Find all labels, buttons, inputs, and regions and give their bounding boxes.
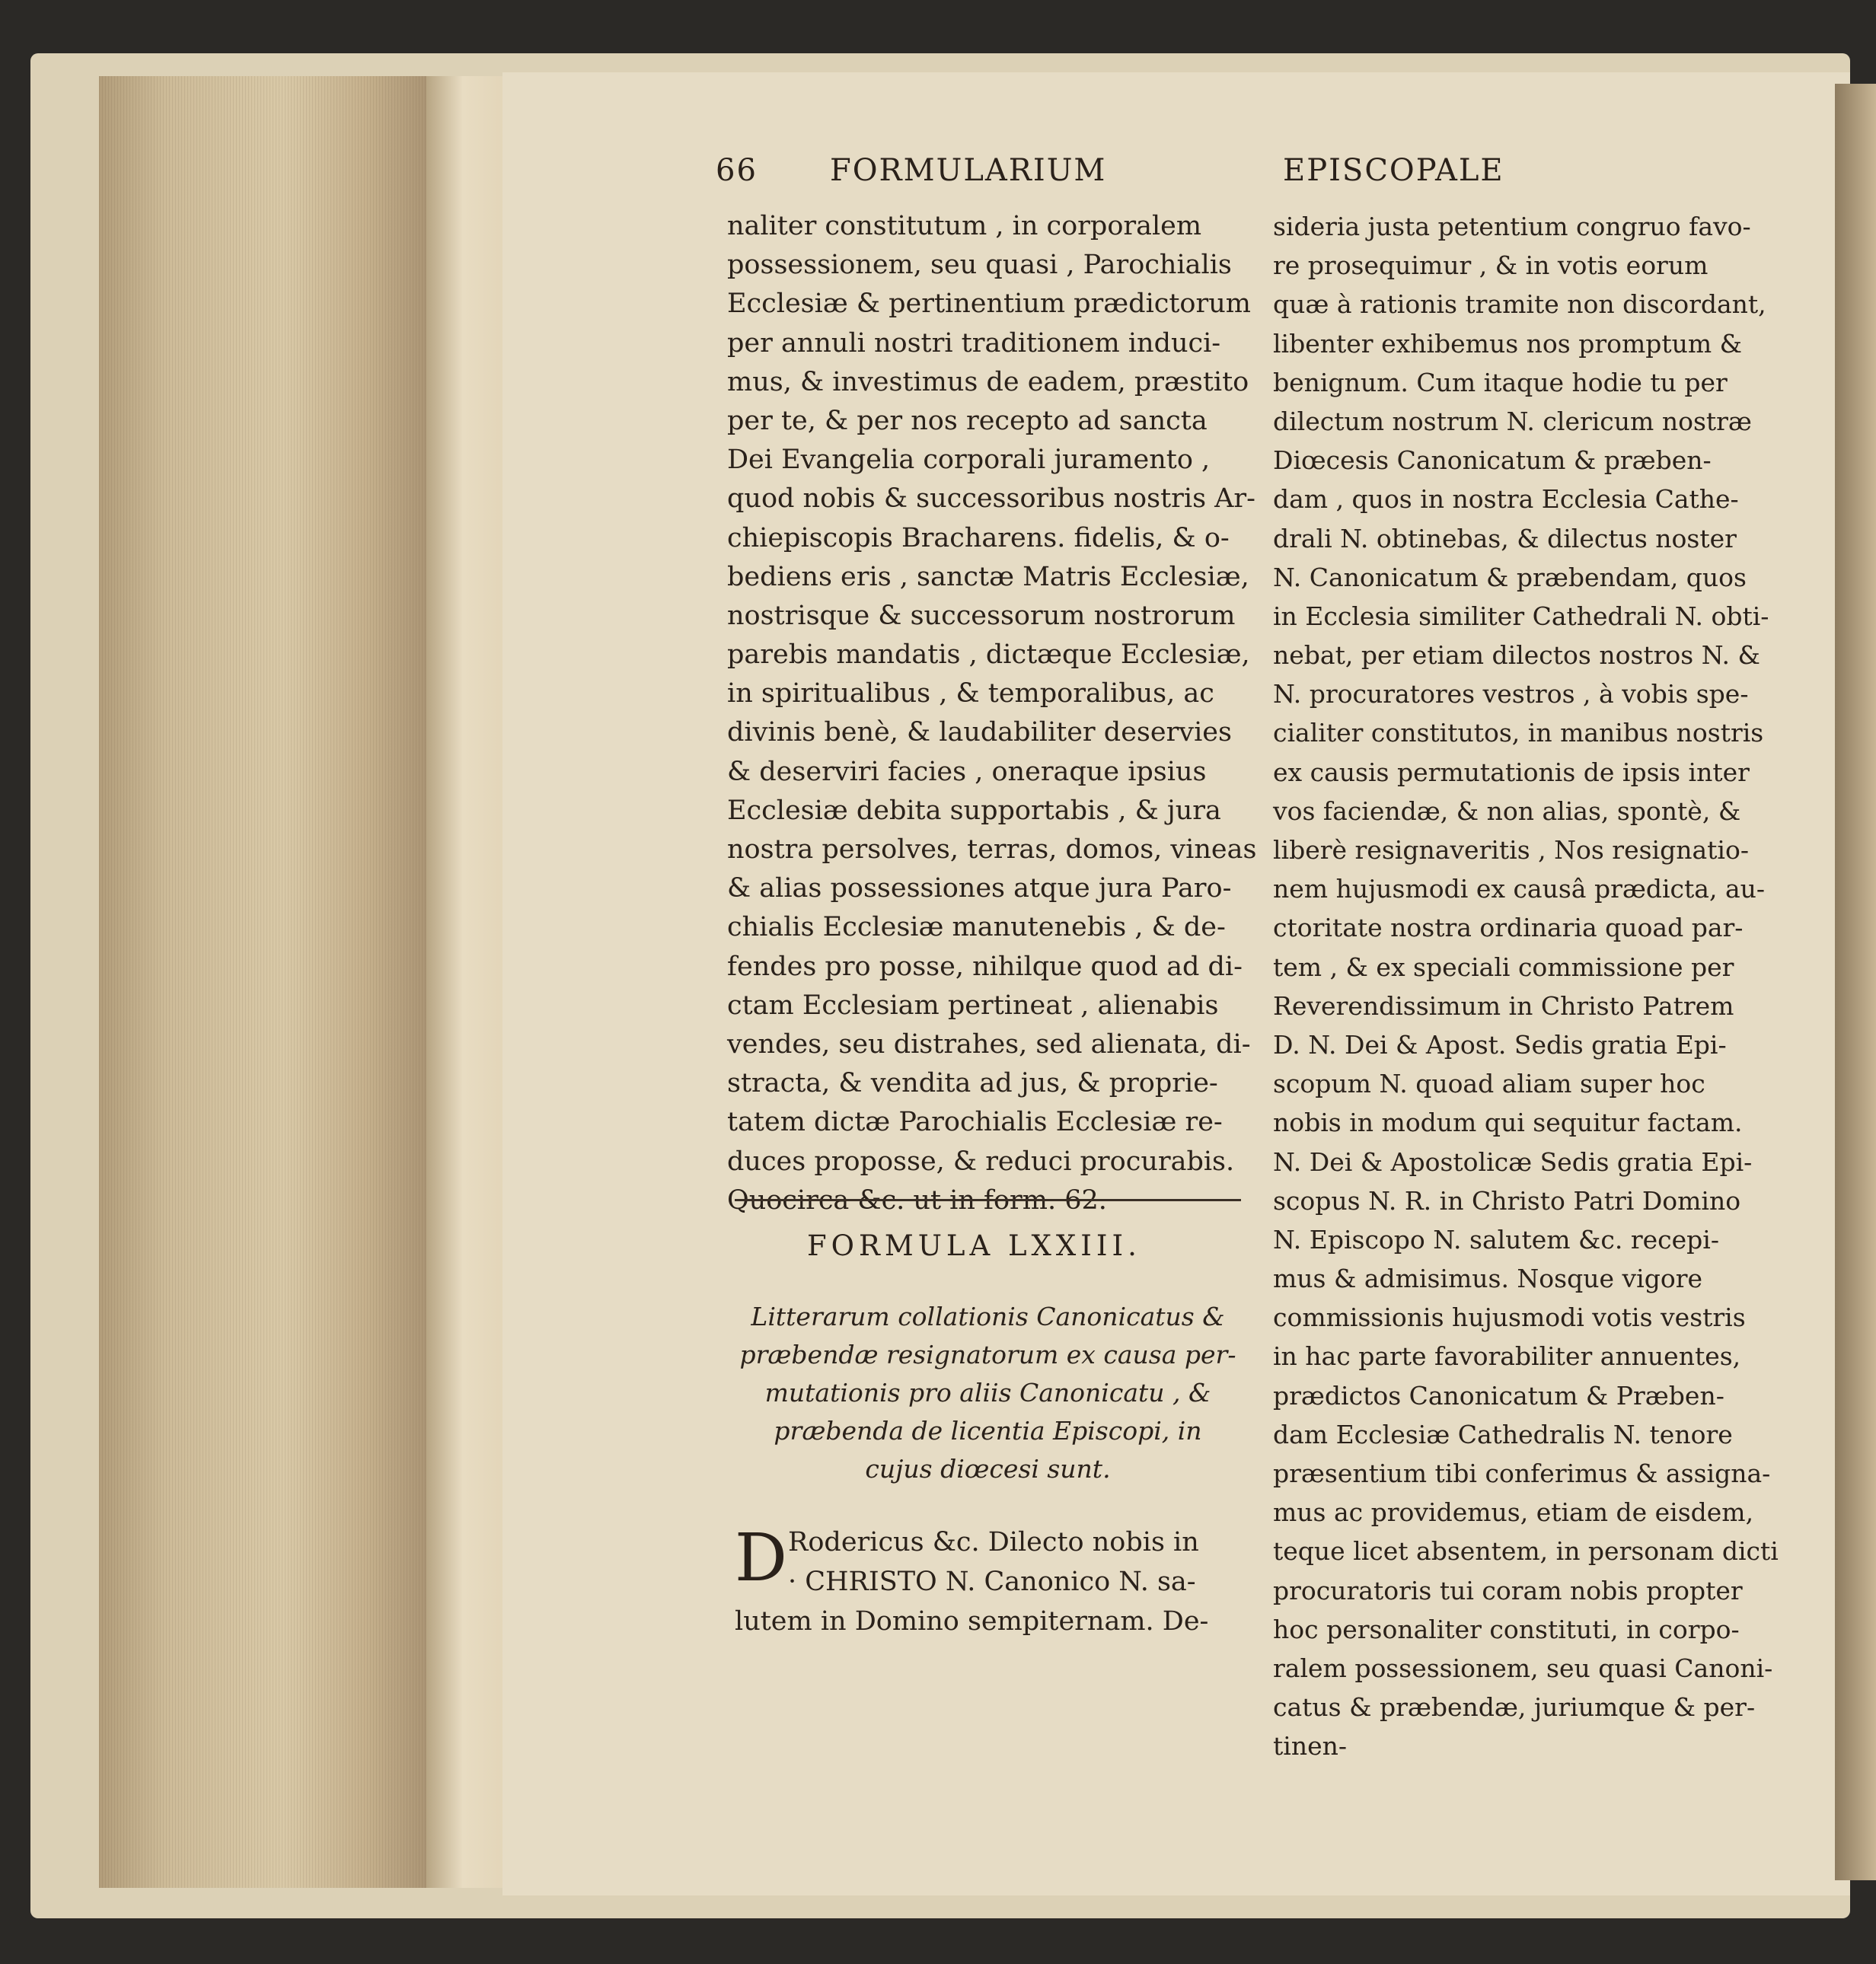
- text-line: re prosequimur , & in votis eorum: [1273, 250, 1708, 281]
- text-line: Ecclesiæ debita supportabis , & jura: [727, 795, 1221, 826]
- text-line: fendes pro posse, nihilque quod ad di-: [727, 951, 1243, 982]
- text-line: vendes, seu distrahes, sed alienata, di-: [727, 1028, 1251, 1060]
- subtitle-line: mutationis pro aliis Canonicatu , &: [764, 1378, 1211, 1408]
- text-line: teque licet absentem, in personam dicti: [1273, 1536, 1779, 1567]
- text-line: Diœcesis Canonicatum & præben-: [1273, 445, 1712, 476]
- text-line: chiepiscopis Bracharens. fidelis, & o-: [727, 522, 1230, 553]
- text-line: tatem dictæ Parochialis Ecclesiæ re-: [727, 1107, 1223, 1138]
- next-page-edge: [1835, 84, 1876, 1880]
- text-line: commissionis hujusmodi votis vestris: [1273, 1302, 1746, 1333]
- text-line: benignum. Cum itaque hodie tu per: [1273, 367, 1728, 397]
- text-line: mus & admisimus. Nosque vigore: [1273, 1264, 1702, 1294]
- text-line: parebis mandatis , dictæque Ecclesiæ,: [727, 639, 1250, 671]
- text-line: naliter constitutum , in corporalem: [727, 211, 1202, 241]
- text-line: & deserviri facies , oneraque ipsius: [727, 756, 1207, 787]
- text-line: dam Ecclesiæ Cathedralis N. tenore: [1273, 1419, 1733, 1449]
- text-line: præsentium tibi conferimus & assigna-: [1273, 1459, 1771, 1488]
- text-line: drali N. obtinebas, & dilectus noster: [1273, 523, 1737, 553]
- formula-body: [735, 1522, 1241, 1641]
- text-line: bediens eris , sanctæ Matris Ecclesiæ,: [727, 561, 1249, 592]
- text-line: D. N. Dei & Apost. Sedis gratia Epi-: [1273, 1029, 1727, 1060]
- text-line: lutem in Domino sempiternam. De-: [735, 1606, 1209, 1637]
- subtitle-line: præbendæ resignatorum ex causa per-: [739, 1340, 1236, 1369]
- text-line: nem hujusmodi ex causâ prædicta, au-: [1273, 874, 1766, 904]
- text-line: tem , & ex speciali commissione per: [1273, 952, 1734, 982]
- running-title-right: EPISCOPALE: [1283, 153, 1504, 188]
- text-line: nobis in modum qui sequitur factam.: [1273, 1108, 1743, 1138]
- text-line: chialis Ecclesiæ manutenebis , & de-: [727, 912, 1226, 943]
- text-line: ex causis permutationis de ipsis inter: [1273, 757, 1750, 787]
- text-line: ctoritate nostra ordinaria quoad par-: [1273, 913, 1744, 943]
- text-line: per te, & per nos recepto ad sancta: [727, 405, 1208, 436]
- text-line: N. Canonicatum & præbendam, quos: [1273, 562, 1747, 592]
- text-line: procuratoris tui coram nobis propter: [1273, 1575, 1743, 1605]
- text-line: in spiritualibus , & temporalibus, ac: [727, 678, 1214, 709]
- text-line: libenter exhibemus nos promptum &: [1273, 328, 1743, 359]
- section-title: FORMULA LXXIII.: [807, 1229, 1141, 1262]
- text-line: quod nobis & successoribus nostris Ar-: [727, 483, 1255, 515]
- text-line: nostra persolves, terras, domos, vineas: [727, 834, 1257, 865]
- text-line: nebat, per etiam dilectos nostros N. &: [1273, 640, 1760, 671]
- text-line: divinis benè, & laudabiliter deservies: [727, 717, 1232, 748]
- text-line: mus, & investimus de eadem, præstito: [727, 366, 1249, 397]
- text-line: Dei Evangelia corporali juramento ,: [727, 445, 1211, 476]
- text-line: & alias possessiones atque jura Paro-: [727, 873, 1232, 904]
- text-line: prædictos Canonicatum & Præben-: [1273, 1380, 1724, 1411]
- section-subtitle: [735, 1298, 1241, 1488]
- text-line: in Ecclesia similiter Cathedrali N. obti-: [1273, 601, 1769, 631]
- text-line: hoc personaliter constituti, in corpo-: [1273, 1614, 1740, 1644]
- text-line: ctam Ecclesiam pertineat , alienabis: [727, 990, 1219, 1021]
- text-line: Ecclesiæ & pertinentium prædictorum: [727, 289, 1251, 320]
- subtitle-line: cujus diœcesi sunt.: [865, 1454, 1111, 1484]
- text-line: stracta, & vendita ad jus, & proprie-: [727, 1068, 1218, 1099]
- page-block-edges: [99, 76, 434, 1888]
- subtitle-line: præbenda de licentia Episcopi, in: [774, 1416, 1202, 1446]
- text-line: vos faciendæ, & non alias, spontè, &: [1273, 795, 1741, 826]
- page-edge-lines: [99, 76, 434, 1888]
- section-rule: [735, 1199, 1241, 1201]
- text-line: dilectum nostrum N. clericum nostræ: [1273, 406, 1752, 436]
- right-column: [1273, 207, 1798, 1766]
- text-line: dam , quos in nostra Ecclesia Cathe-: [1273, 484, 1739, 515]
- text-line: N. Episcopo N. salutem &c. recepi-: [1273, 1224, 1719, 1255]
- text-line: N. Dei & Apostolicæ Sedis gratia Epi-: [1273, 1146, 1753, 1177]
- page-number: 66: [716, 153, 758, 188]
- text-line: quæ à rationis tramite non discordant,: [1273, 289, 1766, 320]
- text-line: duces proposse, & reduci procurabis.: [727, 1146, 1235, 1177]
- text-line: scopus N. R. in Christo Patri Domino: [1273, 1185, 1741, 1216]
- running-title-left: FORMULARIUM: [830, 153, 1107, 188]
- text-line: N. procuratores vestros , à vobis spe-: [1273, 679, 1749, 709]
- text-line: per annuli nostri traditionem induci-: [727, 327, 1221, 359]
- text-line: catus & præbendæ, juriumque & per-: [1273, 1692, 1756, 1723]
- left-column: [727, 207, 1257, 1220]
- text-line: Rodericus &c. Dilecto nobis in: [788, 1527, 1199, 1557]
- text-line: sideria justa petentium congruo favo-: [1273, 212, 1751, 241]
- text-line: ralem possessionem, seu quasi Canoni-: [1273, 1653, 1773, 1683]
- text-line: · CHRISTO N. Canonico N. sa-: [788, 1567, 1196, 1597]
- drop-cap: D: [735, 1520, 787, 1596]
- text-line: in hac parte favorabiliter annuentes,: [1273, 1341, 1741, 1372]
- text-line: tinen-: [1273, 1731, 1348, 1762]
- text-line: scopum N. quoad aliam super hoc: [1273, 1069, 1705, 1099]
- text-line: nostrisque & successorum nostrorum: [727, 600, 1236, 631]
- text-line: Reverendissimum in Christo Patrem: [1273, 990, 1734, 1021]
- subtitle-line: Litterarum collationis Canonicatus &: [751, 1302, 1225, 1331]
- text-line: liberè resignaveritis , Nos resignatio-: [1273, 835, 1749, 865]
- text-line: Quocirca &c. ut in form. 62.: [727, 1184, 1107, 1216]
- text-line: cialiter constitutos, in manibus nostris: [1273, 718, 1764, 748]
- text-line: possessionem, seu quasi , Parochialis: [727, 250, 1232, 281]
- text-line: mus ac providemus, etiam de eisdem,: [1273, 1497, 1754, 1528]
